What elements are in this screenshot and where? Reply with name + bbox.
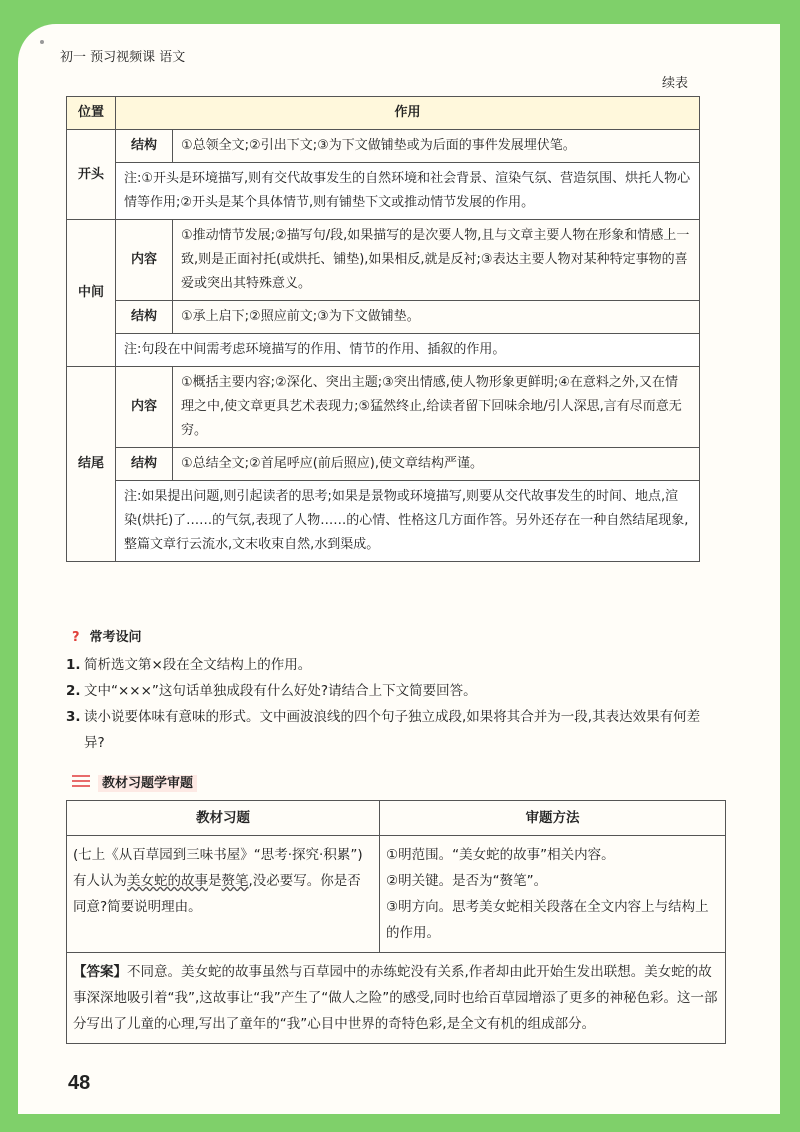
- middle-structure-text: ①承上启下;②照应前文;③为下文做铺垫。: [173, 301, 700, 334]
- page-header: 初一 预习视频课 语文: [60, 50, 186, 65]
- item-number: 3.: [66, 709, 81, 725]
- list-item: [66, 678, 706, 704]
- exercise-section-title-text: 教材习题学审题: [98, 775, 197, 792]
- exercise-cell: [67, 836, 380, 953]
- item-text: 读小说要体味有意味的形式。文中画波浪线的四个句子独立成段,如果将其合并为一段,其表达效果有何差异?: [84, 709, 701, 751]
- answer-text: 不同意。美女蛇的故事虽然与百草园中的赤练蛇没有关系,作者却由此开始生发出联想。美女蛇的故事深深地吸引着“我”,这故事让“我”产生了“做人之险”的感受,同时也给百草园增添了更多的神秘色彩。这一部分写出了儿童的心理,写出了童年的“我”心目中世界的奇特色彩,是全文有机的组成部分。: [73, 964, 718, 1032]
- questions-title-text: 常考设问: [89, 630, 142, 645]
- method-item: ②明关键。是否为“赘笔”。: [386, 873, 548, 889]
- answer-cell: [67, 953, 726, 1044]
- opening-note: 注:①开头是环境描写,则有交代故事发生的自然环境和社会背景、渲染气氛、营造氛围、烘托人物心情等作用;②开头是某个具体情节,则有铺垫下文或推动情节发展的作用。: [116, 163, 700, 220]
- method-cell: [380, 836, 726, 953]
- function-table: [66, 96, 700, 562]
- exercise-text-mid: 是: [208, 873, 222, 889]
- exercise-text-post: ,没必要写。你是否同意?简要说明理由。: [73, 873, 361, 915]
- ending-structure-text: ①总结全文;②首尾呼应(前后照应),使文章结构严谨。: [173, 448, 700, 481]
- exercise-wavy-text: 赘笔: [221, 873, 249, 889]
- questions-title: [72, 626, 142, 645]
- item-number: 2.: [66, 683, 81, 699]
- lines-icon: [72, 775, 90, 789]
- continued-label: 续表: [662, 76, 689, 91]
- col-method-header: 审题方法: [380, 801, 726, 836]
- question-icon: ?: [72, 630, 80, 645]
- item-text: 简析选文第×段在全文结构上的作用。: [84, 657, 312, 673]
- method-item: ①明范围。“美女蛇的故事”相关内容。: [386, 847, 615, 863]
- opening-structure-text: ①总领全文;②引出下文;③为下文做铺垫或为后面的事件发展埋伏笔。: [173, 130, 700, 163]
- method-item: ③明方向。思考美女蛇相关段落在全文内容上与结构上的作用。: [386, 899, 709, 941]
- item-number: 1.: [66, 657, 81, 673]
- corner-mark: [40, 40, 44, 44]
- exercise-table: [66, 800, 726, 1044]
- ending-content-text: ①概括主要内容;②深化、突出主题;③突出情感,使人物形象更鲜明;④在意料之外,又在情理之中,使文章更具艺术表现力;⑤猛然终止,给读者留下回味余地/引人深思,言有尽而意无穷。: [173, 367, 700, 448]
- middle-structure-label: 结构: [116, 301, 173, 334]
- item-text: 文中“×××”这句话单独成段有什么好处?请结合上下文简要回答。: [84, 683, 477, 699]
- exercise-section-title: [72, 772, 197, 791]
- opening-label: 开头: [67, 130, 116, 220]
- ending-label: 结尾: [67, 367, 116, 562]
- middle-content-label: 内容: [116, 220, 173, 301]
- col-function-header: 作用: [116, 97, 700, 130]
- exercise-wavy-text: 美女蛇的故事: [127, 873, 208, 889]
- col-position-header: 位置: [67, 97, 116, 130]
- page-number: 48: [68, 1072, 91, 1094]
- answer-tag: 【答案】: [73, 964, 127, 980]
- list-item: [66, 652, 706, 678]
- ending-content-label: 内容: [116, 367, 173, 448]
- ending-structure-label: 结构: [116, 448, 173, 481]
- ending-note: 注:如果提出问题,则引起读者的思考;如果是景物或环境描写,则要从交代故事发生的时间、地点,渲染(烘托)了……的气氛,表现了人物……的心情、性格这几方面作答。另外还存在一种自然结尾现象,整篇文章行云流水,文末收束自然,水到渠成。: [116, 481, 700, 562]
- exercise-text-pre: (七上《从百草园到三味书屋》“思考·探究·积累”)有人认为: [73, 847, 363, 889]
- middle-content-text: ①推动情节发展;②描写句/段,如果描写的是次要人物,且与文章主要人物在形象和情感上一致,则是正面衬托(或烘托、铺垫),如果相反,就是反衬;③表达主要人物对某种特定事物的喜爱或突出其特殊意义。: [173, 220, 700, 301]
- list-item: [66, 704, 706, 756]
- middle-label: 中间: [67, 220, 116, 367]
- middle-note: 注:句段在中间需考虑环境描写的作用、情节的作用、插叙的作用。: [116, 334, 700, 367]
- opening-structure-label: 结构: [116, 130, 173, 163]
- question-list: [66, 652, 706, 756]
- col-exercise-header: 教材习题: [67, 801, 380, 836]
